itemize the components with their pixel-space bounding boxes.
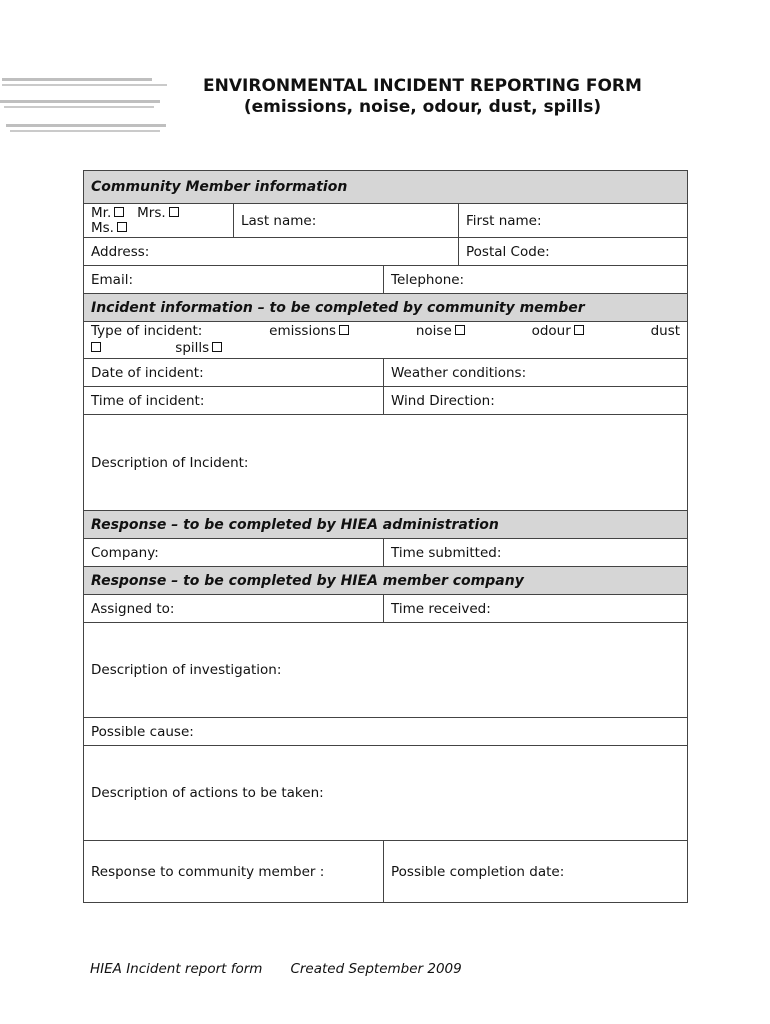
title-mr[interactable] bbox=[91, 205, 124, 221]
address-field[interactable]: Address: bbox=[84, 238, 459, 266]
postal-code-field[interactable]: Postal Code: bbox=[459, 238, 688, 266]
telephone-field[interactable]: Telephone: bbox=[384, 266, 688, 294]
section-heading: Response – to be completed by HIEA administration bbox=[84, 511, 688, 539]
section-heading: Response – to be completed by HIEA member company bbox=[84, 567, 688, 595]
section-admin-response bbox=[84, 511, 688, 539]
incident-report-table bbox=[83, 170, 688, 903]
footer-form-name: HIEA Incident report form bbox=[90, 961, 263, 977]
investigation-description-field[interactable]: Description of investigation: bbox=[84, 623, 688, 718]
spills-checkbox[interactable] bbox=[212, 342, 222, 352]
section-community-member bbox=[84, 171, 688, 204]
date-of-incident-field[interactable]: Date of incident: bbox=[84, 359, 384, 387]
organization-logo bbox=[0, 72, 170, 140]
actions-description-field[interactable]: Description of actions to be taken: bbox=[84, 746, 688, 841]
section-heading: Incident information – to be completed by community member bbox=[84, 294, 688, 322]
mrs-checkbox[interactable] bbox=[169, 207, 179, 217]
noise-label: noise bbox=[415, 323, 452, 339]
mr-checkbox[interactable] bbox=[114, 207, 124, 217]
emissions-checkbox[interactable] bbox=[339, 325, 349, 335]
section-heading: Community Member information bbox=[84, 171, 688, 204]
title-options bbox=[84, 204, 234, 238]
last-name-field[interactable]: Last name: bbox=[234, 204, 459, 238]
first-name-field[interactable]: First name: bbox=[459, 204, 688, 238]
ms-checkbox[interactable] bbox=[117, 222, 127, 232]
spills-label: spills bbox=[175, 340, 210, 356]
type-dust-label: dust bbox=[650, 323, 681, 339]
company-field[interactable]: Company: bbox=[84, 539, 384, 567]
wind-direction-field[interactable]: Wind Direction: bbox=[384, 387, 688, 415]
email-field[interactable]: Email: bbox=[84, 266, 384, 294]
title-mrs[interactable] bbox=[137, 205, 179, 221]
page-footer bbox=[90, 961, 462, 977]
incident-description-field[interactable]: Description of Incident: bbox=[84, 415, 688, 511]
section-incident-information bbox=[84, 294, 688, 322]
incident-type-label: Type of incident: bbox=[91, 323, 203, 339]
mr-label: Mr. bbox=[91, 204, 112, 221]
section-member-company-response bbox=[84, 567, 688, 595]
title-ms[interactable] bbox=[91, 220, 127, 236]
possible-cause-field[interactable]: Possible cause: bbox=[84, 718, 688, 746]
time-received-field[interactable]: Time received: bbox=[384, 595, 688, 623]
title-line-2: (emissions, noise, odour, dust, spills) bbox=[243, 97, 602, 117]
dust-checkbox[interactable] bbox=[91, 342, 101, 352]
type-noise[interactable] bbox=[416, 323, 465, 340]
time-submitted-field[interactable]: Time submitted: bbox=[384, 539, 688, 567]
ms-label: Ms. bbox=[91, 219, 114, 236]
type-spills[interactable] bbox=[175, 340, 222, 356]
weather-conditions-field[interactable]: Weather conditions: bbox=[384, 359, 688, 387]
response-to-community-member-field[interactable]: Response to community member : bbox=[84, 841, 384, 903]
possible-completion-date-field[interactable]: Possible completion date: bbox=[384, 841, 688, 903]
form-title bbox=[170, 76, 675, 118]
emissions-label: emissions bbox=[269, 323, 337, 339]
assigned-to-field[interactable]: Assigned to: bbox=[84, 595, 384, 623]
noise-checkbox[interactable] bbox=[455, 325, 465, 335]
footer-created-date: Created September 2009 bbox=[290, 961, 462, 977]
odour-label: odour bbox=[531, 323, 571, 339]
mrs-label: Mrs. bbox=[137, 204, 166, 221]
title-line-1: ENVIRONMENTAL INCIDENT REPORTING FORM bbox=[203, 76, 642, 96]
time-of-incident-field[interactable]: Time of incident: bbox=[84, 387, 384, 415]
odour-checkbox[interactable] bbox=[574, 325, 584, 335]
incident-type-row bbox=[84, 322, 688, 359]
type-odour[interactable] bbox=[532, 323, 584, 340]
type-emissions[interactable] bbox=[269, 323, 349, 340]
